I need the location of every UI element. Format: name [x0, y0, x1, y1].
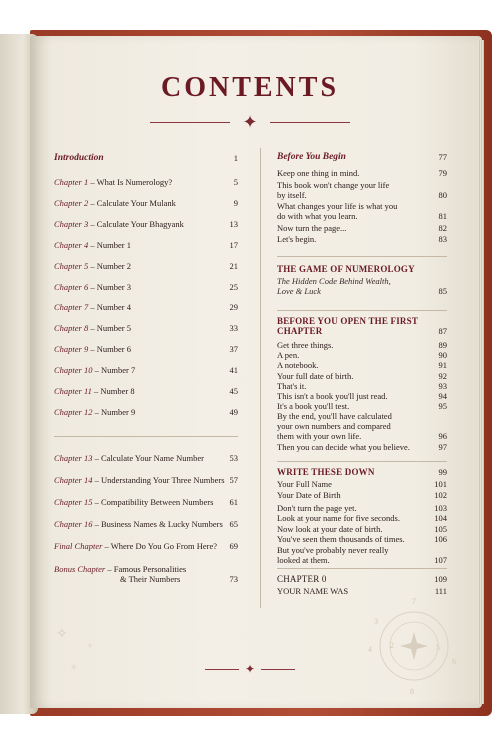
- entry-label-line: Get three things.: [277, 340, 334, 350]
- entry-label: [54, 177, 172, 187]
- chapter-name: Chapter 16: [54, 519, 93, 529]
- toc-entry[interactable]: [277, 479, 447, 489]
- dash: –: [88, 218, 97, 229]
- entry-page: 29: [229, 302, 238, 313]
- entry-page: 13: [229, 218, 238, 229]
- entry-label-line: But you've probably never really: [277, 544, 389, 555]
- dash: –: [88, 344, 97, 355]
- entry-label-line: them with your own life.: [277, 431, 362, 442]
- entry-label-line: Now turn the page...: [277, 222, 347, 233]
- page-edges: [478, 40, 484, 704]
- ornament-line-right: [270, 122, 350, 123]
- entry-page: 80: [438, 189, 447, 200]
- entry-page: 77: [438, 152, 447, 162]
- entry-page: 25: [229, 281, 238, 292]
- entry-page: 81: [438, 211, 447, 221]
- entry-label: [54, 564, 186, 584]
- entry-label-line: your own numbers and compared: [277, 421, 391, 432]
- entry-label-line: Your Date of Birth: [277, 489, 341, 500]
- sparkle-icon: ✧: [70, 662, 78, 672]
- entry-page: 104: [434, 513, 447, 523]
- chapter-name: Chapter 11: [54, 386, 92, 396]
- toc-entry[interactable]: [277, 503, 447, 513]
- entry-label: Introduction: [54, 153, 104, 163]
- entry-label: [54, 365, 135, 375]
- entry-page: 45: [229, 386, 238, 396]
- entry-page: 102: [434, 489, 447, 500]
- dash: –: [88, 239, 97, 250]
- chapter-name: Chapter 14: [54, 475, 93, 485]
- dash: –: [92, 519, 101, 529]
- chapter-title: Number 9: [101, 406, 136, 417]
- section-divider: [277, 461, 447, 462]
- chapter-title: Number 7: [101, 365, 136, 376]
- toc-entry[interactable]: [277, 401, 447, 411]
- dial-number: 2: [390, 641, 394, 650]
- toc-entry-before-you-open[interactable]: [277, 316, 447, 338]
- section-heading: WRITE THESE DOWN: [277, 467, 375, 477]
- chapter-title: What Is Numerology?: [96, 177, 173, 187]
- entry-page: 103: [434, 502, 447, 513]
- ornament-line-left: [205, 669, 239, 670]
- dash: –: [88, 281, 97, 292]
- page-title: CONTENTS: [160, 72, 340, 103]
- entry-label-line: This book won't change your life: [277, 179, 390, 190]
- toc-entry[interactable]: [277, 442, 447, 452]
- dash: –: [92, 453, 101, 463]
- section-heading: CHAPTER 0: [277, 574, 327, 584]
- dash: –: [92, 365, 101, 376]
- chapter-name: Chapter 13: [54, 453, 93, 463]
- entry-page: 87: [438, 326, 447, 336]
- chapter-name: Chapter 15: [54, 497, 93, 507]
- entry-label: [54, 323, 131, 333]
- chapter-name: Chapter 8: [54, 323, 89, 334]
- entry-page: 96: [438, 431, 447, 442]
- toc-entry[interactable]: [277, 180, 447, 200]
- chapter-title-line1: Famous Personalities: [113, 564, 187, 574]
- toc-entry[interactable]: [277, 513, 447, 523]
- entry-label: [54, 240, 131, 250]
- entry-label-line: Don't turn the page yet.: [277, 502, 357, 513]
- entry-page: 1: [233, 153, 238, 163]
- entry-page: 61: [229, 497, 238, 507]
- section-subtitle-line1: The Hidden Code Behind Wealth,: [277, 276, 391, 286]
- entry-label-line: Your full date of birth.: [277, 370, 354, 381]
- chapter-title: Business Names & Lucky Numbers: [101, 519, 223, 529]
- section-heading-line2: CHAPTER: [277, 326, 323, 336]
- toc-entry-game-of-numerology[interactable]: [277, 264, 447, 296]
- entry-page: 107: [434, 554, 447, 565]
- entry-page: 109: [434, 574, 447, 584]
- entry-label: [54, 386, 135, 396]
- chapter-title: Number 3: [96, 281, 131, 292]
- entry-label: [54, 282, 131, 292]
- entry-label-line: That's it.: [277, 380, 307, 391]
- toc-entry[interactable]: [277, 524, 447, 534]
- chapter-title: Calculate Your Bhagyank: [96, 218, 184, 229]
- entry-label: [54, 198, 176, 208]
- entry-label-line: Now look at your date of birth.: [277, 523, 383, 534]
- section-divider: [277, 310, 447, 311]
- entry-label-line: This isn't a book you'll just read.: [277, 391, 388, 401]
- entry-page: 99: [438, 467, 447, 477]
- toc-entry[interactable]: [277, 350, 447, 360]
- chapter-name: Chapter 5: [54, 260, 89, 271]
- chapter-title: Compatibility Between Numbers: [101, 497, 214, 507]
- chapter-title: Number 1: [96, 239, 131, 250]
- dash: –: [107, 564, 114, 574]
- chapter-title: Number 5: [96, 323, 131, 334]
- section-heading: Before You Begin: [277, 152, 346, 162]
- section-divider: [277, 256, 447, 257]
- chapter-title: Understanding Your Three Numbers: [101, 475, 225, 485]
- entry-label: [54, 497, 213, 507]
- entry-label: YOUR NAME WAS: [277, 586, 349, 596]
- chapter-title: Calculate Your Mulank: [96, 197, 176, 208]
- entry-label: [54, 541, 217, 551]
- dial-number: 7: [412, 597, 416, 606]
- entry-label-line: Keep one thing in mind.: [277, 168, 360, 178]
- dash: –: [88, 260, 97, 271]
- numerology-dial-icon: [362, 590, 462, 700]
- chapter-name: Chapter 3: [54, 218, 89, 229]
- entry-page: 65: [229, 519, 238, 529]
- toc-entry-bonus[interactable]: [54, 564, 238, 586]
- entry-page: 95: [438, 401, 447, 412]
- entry-page: 73: [229, 574, 238, 584]
- entry-label-line: by itself.: [277, 189, 307, 200]
- entry-page: 89: [438, 340, 447, 350]
- chapter-name: Chapter 12: [54, 406, 93, 417]
- entry-page: 105: [434, 523, 447, 534]
- entry-page: 5: [233, 177, 238, 187]
- entry-label-line: You've seen them thousands of times.: [277, 534, 405, 544]
- toc-entry[interactable]: [277, 360, 447, 370]
- toc-entry[interactable]: [277, 234, 447, 244]
- entry-label-line: By the end, you'll have calculated: [277, 411, 392, 422]
- entry-page: 92: [438, 370, 447, 381]
- toc-entry[interactable]: [277, 381, 447, 391]
- entry-label-line: A notebook.: [277, 360, 319, 371]
- entry-label-line: Then you can decide what you believe.: [277, 441, 410, 452]
- section-divider: [277, 568, 447, 569]
- bottom-ornament: [205, 662, 295, 676]
- entry-page: 97: [438, 441, 447, 452]
- entry-label-line: A pen.: [277, 350, 300, 361]
- dash: –: [92, 406, 101, 417]
- chapter-name: Chapter 1: [54, 177, 89, 187]
- chapter-title-line2: & Their Numbers: [120, 574, 181, 584]
- entry-label: [54, 302, 131, 312]
- dial-number: 5: [436, 643, 440, 652]
- chapter-title: Number 2: [96, 260, 131, 271]
- chapter-name: Chapter 7: [54, 302, 89, 313]
- entry-page: 83: [438, 234, 447, 244]
- section-divider: [54, 436, 238, 437]
- entry-page: 101: [434, 479, 447, 489]
- chapter-name: Chapter 2: [54, 197, 89, 208]
- sparkle-icon: ✧: [87, 642, 93, 650]
- entry-label: [54, 407, 135, 417]
- entry-label-line: looked at them.: [277, 554, 330, 565]
- toc-entry[interactable]: [277, 534, 447, 544]
- dash: –: [92, 497, 101, 507]
- dial-number: 8: [410, 687, 414, 696]
- entry-label-line: It's a book you'll test.: [277, 401, 350, 412]
- entry-page: 90: [438, 350, 447, 361]
- dial-number: 3: [374, 617, 378, 626]
- star-icon: ✦: [244, 662, 256, 676]
- toc-entry[interactable]: [277, 340, 447, 350]
- dash: –: [102, 541, 111, 551]
- entry-page: 106: [434, 534, 447, 544]
- entry-page: 79: [438, 168, 447, 178]
- entry-label: [54, 261, 131, 271]
- chapter-name: Bonus Chapter: [54, 564, 106, 574]
- entry-page: 69: [229, 541, 238, 551]
- chapter-name: Final Chapter: [54, 541, 103, 551]
- section-heading: THE GAME OF NUMEROLOGY: [277, 264, 415, 274]
- toc-entry[interactable]: [277, 391, 447, 401]
- sparkle-icon: ✧: [56, 627, 68, 642]
- entry-page: 57: [229, 475, 238, 485]
- star-icon: ✦: [242, 112, 258, 132]
- entry-page: 53: [229, 453, 238, 463]
- entry-page: 9: [233, 197, 238, 208]
- column-divider: [260, 148, 261, 608]
- entry-page: 17: [229, 239, 238, 250]
- entry-label-line: What changes your life is what you: [277, 201, 398, 211]
- dash: –: [88, 302, 97, 313]
- toc-entry[interactable]: [277, 168, 447, 178]
- chapter-name: Chapter 6: [54, 281, 89, 292]
- toc-entry[interactable]: [277, 371, 447, 381]
- entry-page: 91: [438, 360, 447, 371]
- toc-entry[interactable]: [277, 223, 447, 233]
- chapter-title: Number 6: [96, 344, 131, 355]
- entry-label: [54, 344, 131, 354]
- dash: –: [92, 475, 101, 485]
- chapter-name: Chapter 4: [54, 239, 89, 250]
- entry-page: 111: [434, 586, 447, 596]
- entry-page: 93: [438, 380, 447, 391]
- ornament-line-left: [150, 122, 230, 123]
- entry-label-line: do with what you learn.: [277, 211, 358, 221]
- section-heading-line1: BEFORE YOU OPEN THE FIRST: [277, 316, 419, 326]
- dash: –: [88, 197, 97, 208]
- ornament-line-right: [261, 669, 295, 670]
- dash: –: [88, 177, 97, 187]
- entry-label-line: Your Full Name: [277, 479, 332, 489]
- dash: –: [91, 386, 101, 396]
- toc-entry[interactable]: [277, 545, 447, 565]
- chapter-title: Number 4: [96, 302, 131, 313]
- entry-label: [54, 519, 223, 529]
- entry-page: 41: [229, 365, 238, 376]
- chapter-name: Chapter 10: [54, 365, 93, 376]
- chapter-title: Where Do You Go From Here?: [110, 541, 217, 551]
- entry-page: 49: [229, 406, 238, 417]
- title-ornament: [150, 112, 350, 132]
- entry-page: 33: [229, 323, 238, 334]
- section-subtitle-line2: Love & Luck: [277, 286, 321, 296]
- entry-page: 82: [438, 222, 447, 233]
- chapter-title: Calculate Your Name Number: [101, 453, 204, 463]
- chapter-name: Chapter 9: [54, 344, 89, 355]
- entry-label: [54, 219, 184, 229]
- entry-label-line: Let's begin.: [277, 234, 317, 244]
- toc-entry[interactable]: [277, 201, 447, 221]
- toc-entry[interactable]: [277, 490, 447, 500]
- entry-label: [54, 475, 225, 485]
- chapter-title: Number 8: [100, 386, 135, 396]
- dash: –: [88, 323, 97, 334]
- entry-page: 21: [229, 260, 238, 271]
- dial-number: 6: [452, 657, 456, 666]
- toc-entry[interactable]: [277, 411, 447, 441]
- entry-page: 94: [438, 391, 447, 401]
- entry-page: 37: [229, 344, 238, 355]
- dial-number: 4: [368, 645, 372, 654]
- entry-label-line: Look at your name for five seconds.: [277, 513, 400, 523]
- entry-label: [54, 453, 204, 463]
- entry-page: 85: [438, 286, 447, 296]
